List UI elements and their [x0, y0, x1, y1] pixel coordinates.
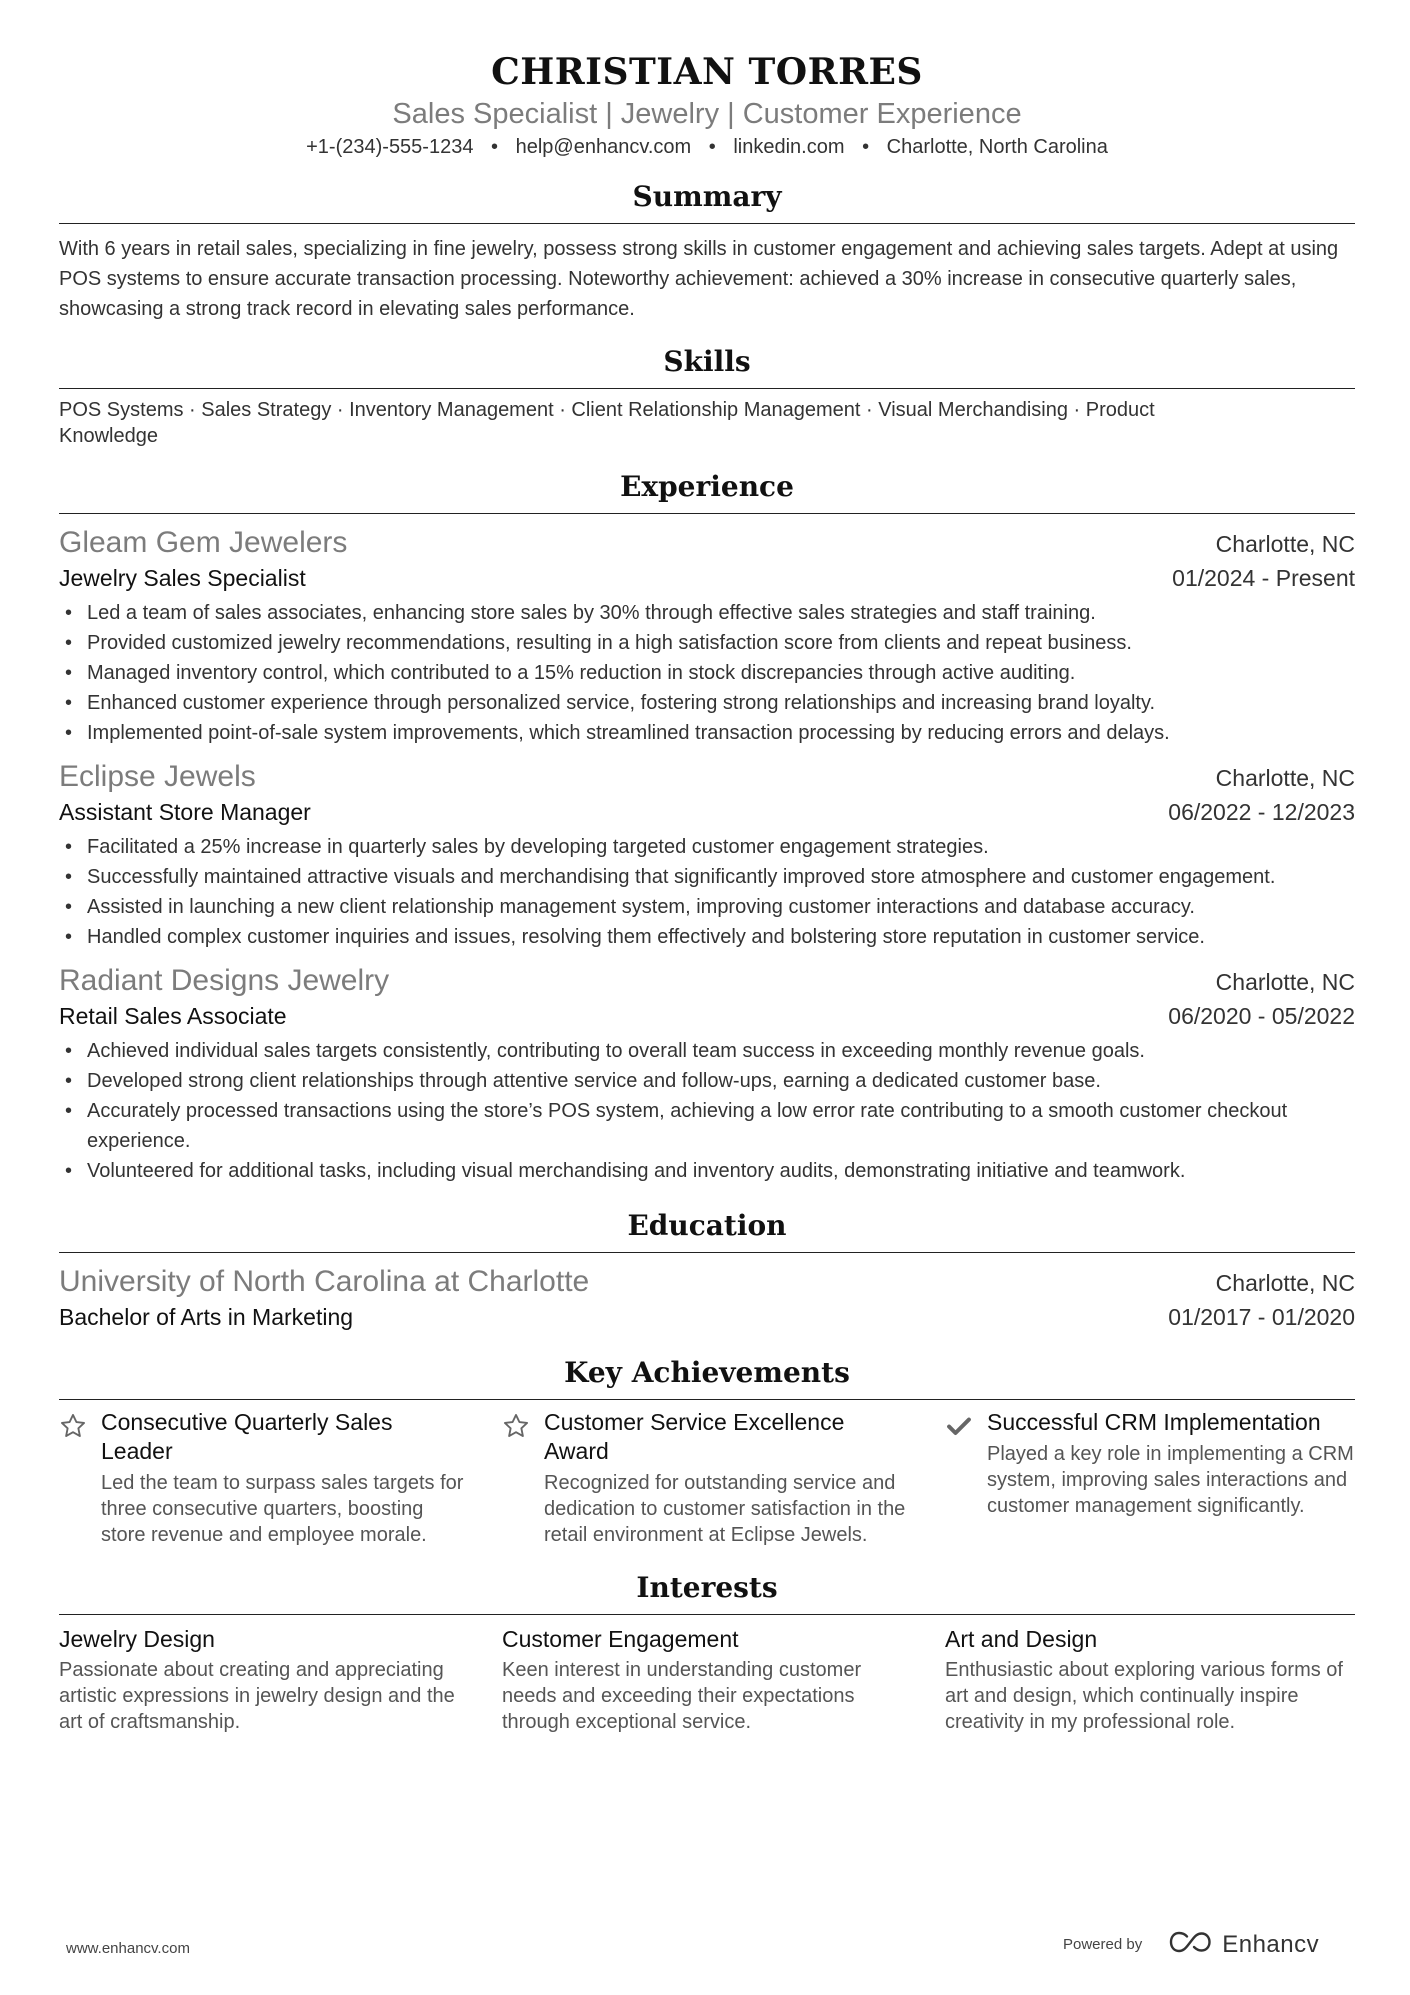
section-title-summary: Summary [59, 179, 1355, 224]
location-text: Charlotte, North Carolina [886, 136, 1108, 158]
footer-website-link[interactable]: www.enhancv.com [66, 1940, 190, 1957]
interests-section [59, 1570, 1355, 1735]
job-bullets [59, 598, 1355, 748]
education-dates: 01/2017 - 01/2020 [1168, 1304, 1355, 1330]
footer-branding [1063, 1930, 1319, 1959]
job-role: Assistant Store Manager [59, 799, 311, 825]
section-title-interests: Interests [59, 1570, 1355, 1615]
school-location: Charlotte, NC [1215, 1270, 1355, 1296]
contact-line [59, 133, 1355, 161]
education-section [59, 1208, 1355, 1333]
job-location: Charlotte, NC [1215, 969, 1355, 995]
achievement-title: Customer Service Excellence Award [544, 1409, 845, 1464]
bullet-item: • Implemented point-of-sale system improvements, which streamlined transaction processing by reducing errors and delays. [59, 718, 1355, 748]
job-dates: 06/2020 - 05/2022 [1168, 1003, 1355, 1029]
bullet-item: • Accurately processed transactions using the store’s POS system, achieving a low error rate contributing to a smooth customer checkout experience. [59, 1096, 1355, 1156]
section-title-skills: Skills [59, 344, 1355, 389]
phone-text: +1-(234)-555-1234 [306, 136, 474, 158]
enhancv-logo-icon [1168, 1930, 1214, 1959]
section-title-experience: Experience [59, 469, 1355, 514]
section-title-achievements: Key Achievements [59, 1355, 1355, 1400]
achievements-section [59, 1355, 1355, 1548]
job-location: Charlotte, NC [1215, 765, 1355, 791]
candidate-name: CHRISTIAN TORRES [491, 51, 923, 93]
bullet-item: • Achieved individual sales targets consistently, contributing to overall team success in exceeding monthly revenue goals. [59, 1036, 1355, 1066]
powered-by-text: Powered by [1063, 1936, 1143, 1953]
achievement-title: Successful CRM Implementation [987, 1409, 1321, 1435]
job-role: Retail Sales Associate [59, 1003, 287, 1029]
job-bullets [59, 832, 1355, 952]
summary-section [59, 179, 1355, 324]
section-title-education: Education [59, 1208, 1355, 1253]
interest-title: Art and Design [945, 1626, 1098, 1652]
bullet-item: • Enhanced customer experience through personalized service, fostering strong relationships and increasing brand loyalty. [59, 688, 1355, 718]
job-dates: 06/2022 - 12/2023 [1168, 799, 1355, 825]
brand-name: Enhancv [1222, 1930, 1320, 1958]
school-name: University of North Carolina at Charlotte [59, 1265, 590, 1298]
bullet-item: • Developed strong client relationships through attentive service and follow-ups, earning a dedicated customer base. [59, 1066, 1355, 1096]
company-name: Gleam Gem Jewelers [59, 526, 348, 559]
interest-item [945, 1623, 1355, 1735]
bullet-item: • Facilitated a 25% increase in quarterly sales by developing targeted customer engagement strategies. [59, 832, 1355, 862]
interest-title: Jewelry Design [59, 1626, 215, 1652]
job-dates: 01/2024 - Present [1172, 565, 1355, 591]
experience-section [59, 469, 1355, 1186]
achievement-item [945, 1408, 1355, 1548]
interest-description: Passionate about creating and appreciating artistic expressions in jewelry design and the art of craftsmanship. [59, 1659, 455, 1733]
interest-title: Customer Engagement [502, 1626, 739, 1652]
bullet-item: • Managed inventory control, which contributed to a 15% reduction in stock discrepancies through active auditing. [59, 658, 1355, 688]
achievement-item [502, 1408, 912, 1548]
summary-text: With 6 years in retail sales, specializing in fine jewelry, possess strong skills in customer engagement and achieving sales targets. Adept at using POS systems to ensure accurate transaction processing. Noteworthy achievement: achieved a 30% increase in consecutive quarterly sales, showcasing a strong track record in elevating sales performance. [59, 238, 1339, 320]
bullet-item: • Assisted in launching a new client relationship management system, improving customer interactions and database accuracy. [59, 892, 1355, 922]
achievement-title: Consecutive Quarterly Sales Leader [101, 1409, 393, 1464]
interest-description: Enthusiastic about exploring various forms of art and design, which continually inspire creativity in my professional role. [945, 1659, 1343, 1733]
education-entry [59, 1263, 1355, 1333]
interest-description: Keen interest in understanding customer needs and exceeding their expectations through exceptional service. [502, 1659, 862, 1733]
email-link[interactable]: help@enhancv.com [515, 136, 692, 158]
job-role: Jewelry Sales Specialist [59, 565, 306, 591]
bullet-item: • Led a team of sales associates, enhancing store sales by 30% through effective sales strategies and staff training. [59, 598, 1355, 628]
degree-name: Bachelor of Arts in Marketing [59, 1304, 354, 1330]
contact-separator: • [708, 136, 716, 158]
resume-page [59, 50, 1355, 1735]
company-name: Radiant Designs Jewelry [59, 964, 390, 997]
contact-separator: • [862, 136, 870, 158]
job-entry [59, 962, 1355, 1186]
linkedin-link[interactable]: linkedin.com [733, 136, 845, 158]
achievement-description: Led the team to surpass sales targets for three consecutive quarters, boosting store revenue and employee morale. [101, 1472, 464, 1546]
company-name: Eclipse Jewels [59, 760, 256, 793]
contact-separator: • [491, 136, 499, 158]
job-entry [59, 524, 1355, 748]
job-bullets [59, 1036, 1355, 1186]
candidate-headline: Sales Specialist | Jewelry | Customer Experience [392, 98, 1022, 130]
achievement-description: Played a key role in implementing a CRM system, improving sales interactions and customer management significantly. [987, 1443, 1354, 1517]
resume-header [59, 50, 1355, 161]
skills-list: POS Systems · Sales Strategy · Inventory Management · Client Relationship Management · Visual Merchandising · Product Knowledge [59, 399, 1155, 447]
job-location: Charlotte, NC [1215, 531, 1355, 557]
skills-section [59, 344, 1355, 449]
interest-item [59, 1623, 469, 1735]
star-outline-icon [502, 1408, 544, 1548]
bullet-item: • Successfully maintained attractive visuals and merchandising that significantly improved store atmosphere and customer engagement. [59, 862, 1355, 892]
job-entry [59, 758, 1355, 952]
checkmark-icon [945, 1408, 987, 1548]
achievement-description: Recognized for outstanding service and dedication to customer satisfaction in the retail environment at Eclipse Jewels. [544, 1472, 906, 1546]
bullet-item: • Handled complex customer inquiries and issues, resolving them effectively and bolstering store reputation in customer service. [59, 922, 1355, 952]
bullet-item: • Volunteered for additional tasks, including visual merchandising and inventory audits, demonstrating initiative and teamwork. [59, 1156, 1355, 1186]
star-outline-icon [59, 1408, 101, 1548]
bullet-item: • Provided customized jewelry recommendations, resulting in a high satisfaction score from clients and repeat business. [59, 628, 1355, 658]
achievement-item [59, 1408, 469, 1548]
interest-item [502, 1623, 912, 1735]
